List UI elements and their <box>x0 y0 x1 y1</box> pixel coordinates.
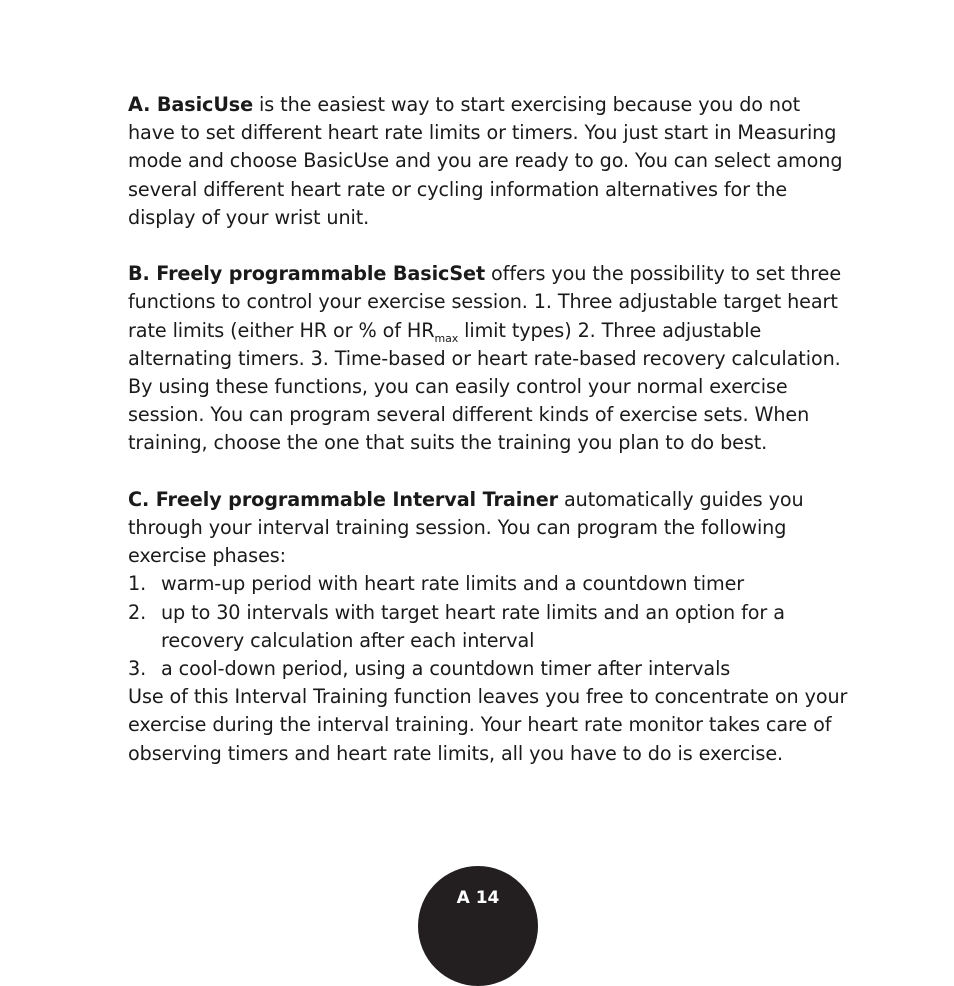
section-c-closing: Use of this Interval Training function leaves you free to concentrate on your exercise during the interval training. Your heart rate monitor takes care of observing timers and heart rate limits, all you have to do is exercise. <box>128 685 848 765</box>
section-c-heading: C. Freely programmable Interval Trainer <box>128 487 559 511</box>
section-c-text: automatically guides you through your interval training session. You can program the following exercise phases: <box>128 487 804 568</box>
exercise-phase-list <box>128 570 848 683</box>
list-item <box>128 599 848 655</box>
section-a-paragraph <box>128 91 848 232</box>
section-c-intro <box>128 486 848 571</box>
list-item-text: up to 30 intervals with target heart rate limits and an option for a recovery calculation after each interval <box>161 600 785 652</box>
section-b-text-part1: offers you the possibility to set three functions to control your exercise session. 1. Three adjustable target heart rate limits (either HR or % of HR <box>128 262 842 342</box>
list-item <box>128 570 848 598</box>
section-b-text-part2: limit types) 2. Three adjustable alternating timers. 3. Time-based or heart rate-based recovery calculation. By using these functions, you can easily control your normal exercise session. You can program several different kinds of exercise sets. When training, choose the one that suits the training you plan to do best. <box>128 318 841 455</box>
document-body <box>128 91 848 768</box>
section-c <box>128 486 848 768</box>
page-number-tab <box>418 866 538 986</box>
list-item-number: 3. <box>128 657 147 681</box>
list-item-text: a cool-down period, using a countdown timer after intervals <box>161 657 731 681</box>
list-item-text: warm-up period with heart rate limits and a countdown timer <box>161 572 745 596</box>
page-number: A 14 <box>456 888 500 908</box>
hr-max-subscript: max <box>434 331 459 345</box>
section-b-paragraph <box>128 260 848 457</box>
section-b-heading: B. Freely programmable BasicSet <box>128 262 486 286</box>
section-a-text: is the easiest way to start exercising because you do not have to set different heart rate limits or timers. You just start in Measuring mode and choose BasicUse and you are ready to go. You can select among several different heart rate or cycling information alternatives for the display of your wrist unit. <box>128 93 843 229</box>
list-item-number: 1. <box>128 572 147 596</box>
list-item-number: 2. <box>128 600 147 624</box>
section-a-heading: A. BasicUse <box>128 93 254 116</box>
list-item <box>128 655 848 683</box>
